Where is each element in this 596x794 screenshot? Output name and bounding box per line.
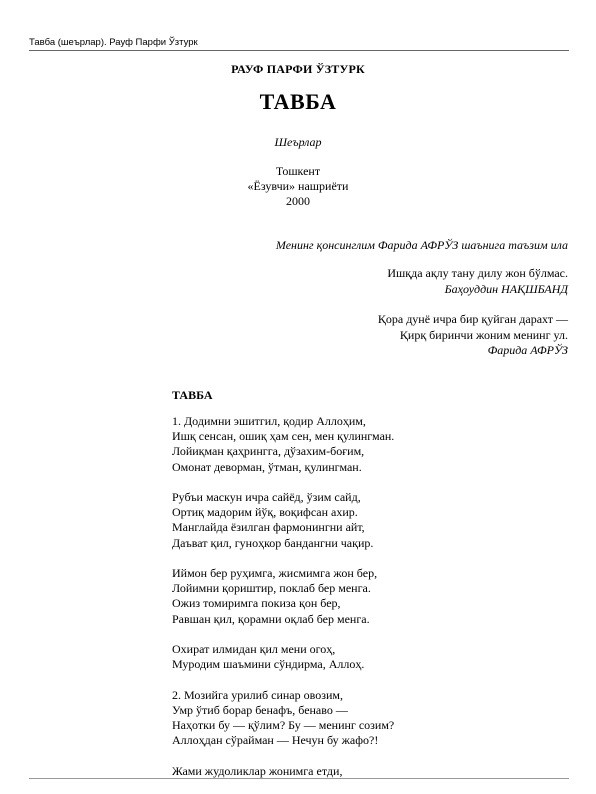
poem-line: Наҳотки бу — қўлим? Бу — менинг созим? [172, 718, 395, 732]
poem-line: Муродим шаъмини сўндирма, Аллоҳ. [172, 657, 365, 672]
poem-line: Ишқ сенсан, ошиқ ҳам сен, мен қулингман. [172, 429, 395, 444]
poem-line: Ожиз томиримга покиза қон бер, [172, 596, 341, 611]
epigraph-2-line: Қора дунё ичра бир қуйган дарахт — [377, 312, 568, 326]
poem-line: 1. Додимни эшитгил, қодир Аллоҳим, [172, 414, 366, 428]
poem-line: Аллоҳдан сўрайман — Нечун бу жафо?! [172, 733, 379, 748]
poem-line: Рубъи маскун ичра сайёд, ўзим сайд, [172, 490, 361, 504]
stanza [172, 642, 394, 672]
poem-line: Равшан қил, қорамни оқлаб бер менга. [172, 611, 370, 626]
imprint [0, 164, 596, 209]
poem-heading: ТАВБА [172, 388, 213, 402]
poem-line: Лойиқман қаҳрингга, дўзахим-боғим, [172, 444, 365, 459]
poem-line: 2. Мозийга урилиб синар овозим, [172, 687, 343, 702]
dedication: Менинг қонсинглим Фарида АФРЎЗ шаънига таъзим ила [275, 238, 568, 252]
poem-line: Умр ўтиб борар бенафъ, бенаво — [172, 702, 348, 717]
book-title: ТАВБА [259, 89, 337, 114]
poem-line: Даъват қил, гуноҳкор бандангни чақир. [172, 535, 374, 550]
footer-rule [29, 778, 569, 779]
poem-line: Жами жудоликлар жонимга етди, [172, 763, 343, 778]
stanza [172, 688, 394, 749]
poem-line: Охират илмидан қил мени огоҳ, [172, 642, 336, 656]
poem-body [172, 414, 394, 794]
poem-line: Манглайда ёзилган фармонингни айт, [172, 520, 365, 535]
book-subtitle: Шеърлар [274, 135, 322, 149]
stanza [172, 414, 394, 475]
imprint-publisher: «Ёзувчи» нашриёти [247, 179, 349, 193]
epigraph-1 [387, 266, 568, 297]
imprint-year: 2000 [286, 194, 310, 208]
epigraph-2-line: Қирқ биринчи жоним менинг ул. [399, 327, 568, 342]
stanza [172, 490, 394, 551]
epigraph-1-text: Ишқда ақлу тану дилу жон бўлмас. [387, 266, 568, 280]
epigraph-2 [378, 312, 568, 359]
author-name: РАУФ ПАРФИ ЎЗТУРК [231, 62, 365, 76]
epigraph-2-author: Фарида АФРЎЗ [487, 343, 568, 357]
header-rule [29, 50, 569, 51]
poem-line: Иймон бер руҳимга, жисмимга жон бер, [172, 566, 378, 580]
stanza [172, 764, 394, 779]
poem-line: Омонат деворман, ўтман, қулингман. [172, 459, 362, 474]
stanza [172, 566, 394, 627]
running-header: Тавба (шеърлар). Рауф Парфи Ўзтурк [29, 37, 198, 48]
poem-line: Лойимни қориштир, поклаб бер менга. [172, 581, 371, 596]
imprint-city: Тошкент [275, 164, 321, 178]
poem-line: Ортиқ мадорим йўқ, воқифсан ахир. [172, 505, 358, 520]
epigraph-1-author: Баҳоуддин НАҚШБАНД [444, 281, 568, 296]
